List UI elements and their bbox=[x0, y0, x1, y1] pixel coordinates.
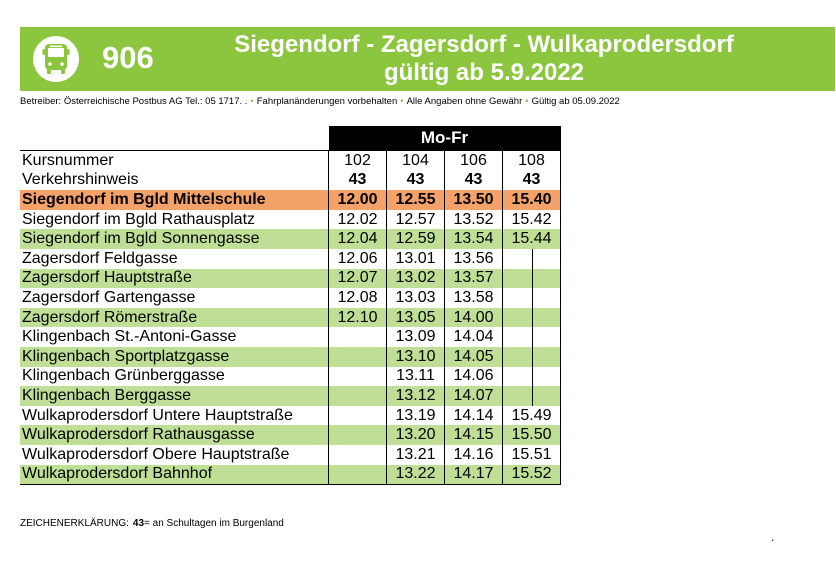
route-title-line1: Siegendorf - Zagersdorf - Wulkaprodersdorf bbox=[234, 31, 734, 58]
departure-time: 13.10 bbox=[387, 347, 445, 367]
kurs-label: Kursnummer bbox=[20, 151, 329, 171]
stop-row bbox=[20, 288, 561, 308]
departure-time: 15.52 bbox=[503, 465, 561, 485]
page-mark: . bbox=[771, 530, 775, 544]
departure-time: 13.19 bbox=[387, 406, 445, 426]
departure-time bbox=[503, 327, 561, 347]
departure-time: 14.17 bbox=[445, 465, 503, 485]
stop-name: Wulkaprodersdorf Bahnhof bbox=[20, 465, 329, 485]
day-header-row bbox=[20, 126, 561, 151]
hint-code: 43 bbox=[445, 171, 503, 191]
departure-time: 14.04 bbox=[445, 327, 503, 347]
stop-row bbox=[20, 406, 561, 426]
stop-name: Siegendorf im Bgld Sonnengasse bbox=[20, 229, 329, 249]
departure-time bbox=[329, 386, 387, 406]
departure-time: 12.00 bbox=[329, 190, 387, 210]
legend-label: ZEICHENERKLÄRUNG: bbox=[20, 518, 129, 529]
stop-name: Wulkaprodersdorf Untere Hauptstraße bbox=[22, 406, 293, 424]
stop-name: Zagersdorf Hauptstraße bbox=[20, 269, 329, 289]
departure-time bbox=[503, 308, 561, 328]
stop-row bbox=[20, 190, 561, 210]
hint-code: 43 bbox=[329, 171, 387, 191]
kurs-row bbox=[20, 151, 561, 171]
departure-time bbox=[329, 445, 387, 465]
timetable bbox=[20, 126, 561, 485]
departure-time: 14.16 bbox=[445, 445, 503, 465]
route-title bbox=[180, 31, 788, 87]
departure-time: 14.15 bbox=[445, 425, 503, 445]
stop-row bbox=[20, 229, 561, 249]
departure-time: 12.55 bbox=[387, 190, 445, 210]
departure-time: 13.21 bbox=[387, 445, 445, 465]
stop-name: Zagersdorf Gartengasse bbox=[22, 288, 196, 306]
stop-name: Zagersdorf Feldgasse bbox=[22, 249, 178, 267]
stop-row bbox=[20, 308, 561, 328]
bus-icon bbox=[33, 36, 79, 82]
departure-time: 15.50 bbox=[503, 425, 561, 445]
departure-time bbox=[503, 386, 561, 406]
bullet-icon: • bbox=[525, 96, 529, 107]
hint-row bbox=[20, 171, 561, 191]
departure-time: 13.09 bbox=[387, 327, 445, 347]
stop-name: Siegendorf im Bgld Mittelschule bbox=[20, 190, 329, 210]
hint-code: 43 bbox=[503, 171, 561, 191]
kurs-number: 104 bbox=[387, 151, 445, 171]
stop-row bbox=[20, 465, 561, 485]
departure-time bbox=[329, 465, 387, 485]
legend-text: = an Schultagen im Burgenland bbox=[144, 518, 284, 529]
departure-time: 13.56 bbox=[445, 249, 503, 269]
departure-time: 12.06 bbox=[329, 249, 387, 269]
stop-name: Siegendorf im Bgld Rathausplatz bbox=[22, 210, 256, 228]
stop-row bbox=[20, 445, 561, 465]
departure-time: 15.49 bbox=[503, 406, 561, 426]
departure-time: 13.22 bbox=[387, 465, 445, 485]
departure-time bbox=[503, 249, 561, 269]
stop-row bbox=[20, 386, 561, 406]
departure-time bbox=[329, 406, 387, 426]
departure-time bbox=[503, 347, 561, 367]
departure-time: 12.07 bbox=[329, 269, 387, 289]
bullet-icon: • bbox=[250, 96, 254, 107]
stop-name: Klingenbach Sportplatzgasse bbox=[20, 347, 329, 367]
departure-time: 15.44 bbox=[503, 229, 561, 249]
kurs-number: 106 bbox=[445, 151, 503, 171]
departure-time: 14.14 bbox=[445, 406, 503, 426]
departure-time: 13.57 bbox=[445, 269, 503, 289]
departure-time: 13.05 bbox=[387, 308, 445, 328]
departure-time: 13.54 bbox=[445, 229, 503, 249]
departure-time bbox=[329, 367, 387, 387]
stop-row bbox=[20, 327, 561, 347]
departure-time: 15.40 bbox=[503, 190, 561, 210]
stop-row bbox=[20, 210, 561, 230]
stop-name: Wulkaprodersdorf Obere Hauptstraße bbox=[22, 445, 290, 463]
operator-text: Betreiber: Österreichische Postbus AG Tel.: 05 1717. . bbox=[20, 96, 248, 107]
departure-time bbox=[329, 347, 387, 367]
departure-time: 14.06 bbox=[445, 367, 503, 387]
departure-time: 13.11 bbox=[387, 367, 445, 387]
stop-name: Klingenbach St.-Antoni-Gasse bbox=[22, 328, 237, 346]
stop-row bbox=[20, 249, 561, 269]
departure-time: 12.04 bbox=[329, 229, 387, 249]
bullet-icon: • bbox=[400, 96, 404, 107]
departure-time: 14.05 bbox=[445, 347, 503, 367]
stop-row bbox=[20, 269, 561, 289]
stop-name: Klingenbach Berggasse bbox=[20, 386, 329, 406]
info-changes: Fahrplanänderungen vorbehalten bbox=[256, 96, 398, 107]
departure-time: 12.10 bbox=[329, 308, 387, 328]
legend-code: 43 bbox=[132, 518, 145, 529]
stop-name: Wulkaprodersdorf Rathausgasse bbox=[20, 425, 329, 445]
info-valid-from: Gültig ab 05.09.2022 bbox=[531, 96, 620, 107]
stop-row bbox=[20, 347, 561, 367]
departure-time: 13.50 bbox=[445, 190, 503, 210]
departure-time bbox=[503, 288, 561, 308]
route-header bbox=[20, 27, 835, 91]
operator-info bbox=[20, 96, 620, 107]
kurs-number: 108 bbox=[503, 151, 561, 171]
departure-time bbox=[503, 269, 561, 289]
departure-time bbox=[329, 327, 387, 347]
departure-time: 12.08 bbox=[329, 288, 387, 308]
departure-time: 13.52 bbox=[445, 210, 503, 230]
departure-time: 14.07 bbox=[445, 386, 503, 406]
stop-row bbox=[20, 367, 561, 387]
departure-time: 13.03 bbox=[387, 288, 445, 308]
stop-name: Klingenbach Grünberggasse bbox=[22, 367, 225, 385]
info-disclaimer: Alle Angaben ohne Gewähr bbox=[406, 96, 523, 107]
stop-name: Zagersdorf Römerstraße bbox=[20, 308, 329, 328]
route-number: 906 bbox=[102, 40, 154, 75]
departure-time: 12.59 bbox=[387, 229, 445, 249]
departure-time: 13.12 bbox=[387, 386, 445, 406]
departure-time: 13.01 bbox=[387, 249, 445, 269]
hint-code: 43 bbox=[387, 171, 445, 191]
kurs-number: 102 bbox=[329, 151, 387, 171]
day-header: Mo-Fr bbox=[329, 126, 561, 151]
departure-time bbox=[503, 367, 561, 387]
route-title-line2: gültig ab 5.9.2022 bbox=[383, 59, 585, 86]
legend bbox=[20, 518, 284, 529]
departure-time: 12.02 bbox=[329, 210, 387, 230]
departure-time: 13.02 bbox=[387, 269, 445, 289]
departure-time: 15.42 bbox=[503, 210, 561, 230]
departure-time: 13.20 bbox=[387, 425, 445, 445]
departure-time: 13.58 bbox=[445, 288, 503, 308]
stop-row bbox=[20, 425, 561, 445]
departure-time: 14.00 bbox=[445, 308, 503, 328]
departure-time bbox=[329, 425, 387, 445]
departure-time: 12.57 bbox=[387, 210, 445, 230]
departure-time: 15.51 bbox=[503, 445, 561, 465]
hint-label: Verkehrshinweis bbox=[22, 171, 139, 189]
